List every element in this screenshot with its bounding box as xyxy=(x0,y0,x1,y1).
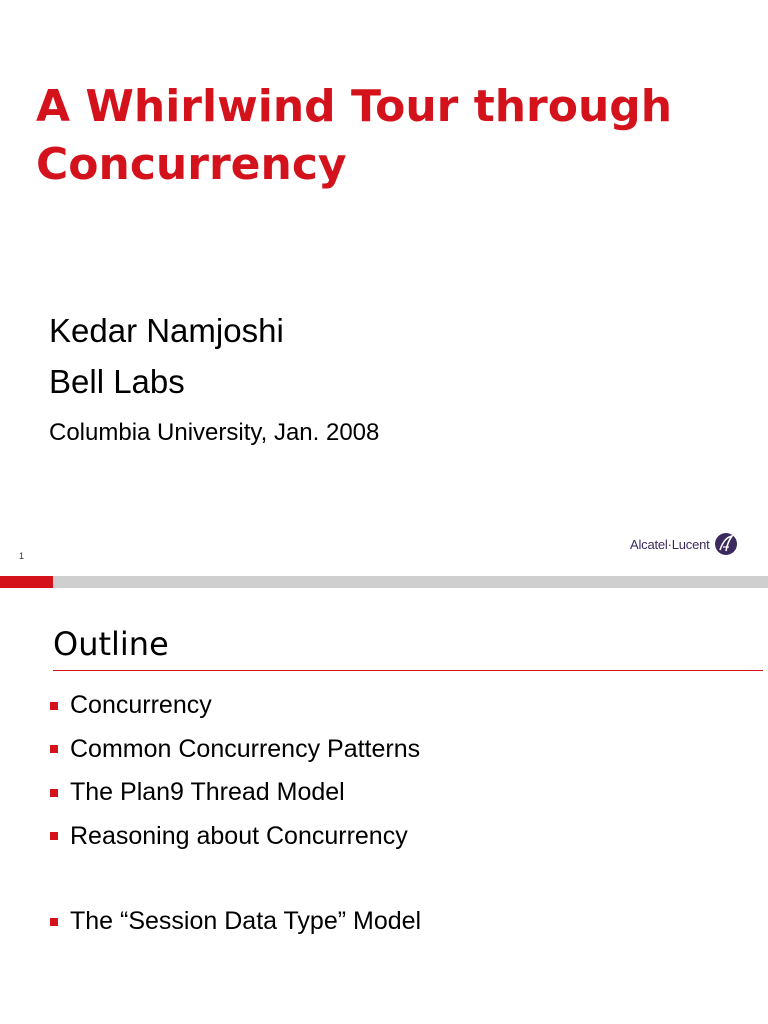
list-item-text: The Plan9 Thread Model xyxy=(70,778,345,807)
title-divider xyxy=(53,670,763,671)
red-square-bullet-icon xyxy=(50,702,58,710)
logo-text: Alcatel·Lucent xyxy=(630,536,710,552)
organization: Bell Labs xyxy=(49,363,185,400)
list-item-text: Reasoning about Concurrency xyxy=(70,821,408,850)
slide-title: A Whirlwind Tour through Concurrency xyxy=(36,81,673,190)
red-square-bullet-icon xyxy=(50,918,58,926)
company-logo xyxy=(630,531,738,557)
red-square-bullet-icon xyxy=(50,745,58,753)
slide-footer-bar xyxy=(0,576,768,588)
list-item xyxy=(50,728,421,772)
list-item xyxy=(50,771,421,815)
outline-list xyxy=(50,684,421,944)
alcatel-lucent-logo-icon xyxy=(714,532,738,556)
author-name: Kedar Namjoshi xyxy=(49,312,284,349)
list-item xyxy=(50,815,421,859)
list-item xyxy=(50,900,421,944)
red-square-bullet-icon xyxy=(50,789,58,797)
footer-accent xyxy=(0,576,53,588)
list-item xyxy=(50,684,421,728)
outline-title: Outline xyxy=(53,625,169,663)
list-item-text: Common Concurrency Patterns xyxy=(70,734,421,763)
outline-slide xyxy=(0,588,768,1024)
list-item-text: The “Session Data Type” Model xyxy=(70,907,422,936)
red-square-bullet-icon xyxy=(50,832,58,840)
page-number: 1 xyxy=(19,551,25,561)
venue-date: Columbia University, Jan. 2008 xyxy=(49,419,380,446)
list-item-text: Concurrency xyxy=(70,691,212,720)
